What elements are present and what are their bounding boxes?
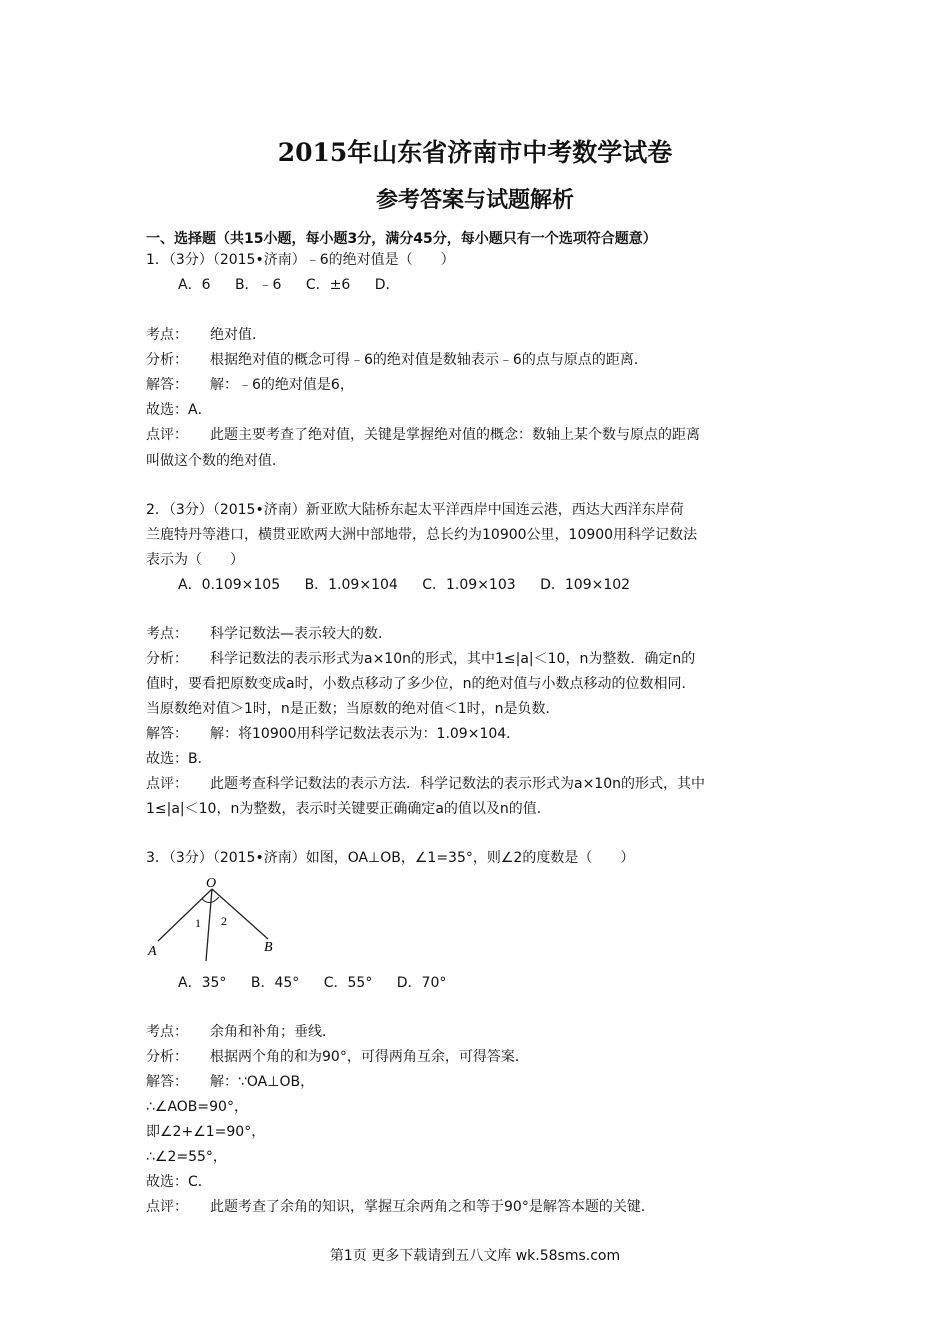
document-title: 2015年山东省济南市中考数学试卷 [277, 138, 673, 167]
q1-option-b: B．﹣6 [234, 277, 282, 293]
q2-fenxi [146, 649, 695, 669]
q2-jieda-text: 解：将10900用科学记数法表示为：1.09×104． [210, 726, 521, 742]
document-subtitle: 参考答案与试题解析 [375, 187, 574, 213]
q3-step1: ∴∠AOB=90°， [146, 1099, 248, 1115]
label-jieda: 解答： [146, 377, 188, 393]
q2-dianping-cont: 1≤|a|＜10，n为整数，表示时关键要正确确定a的值以及n的值． [146, 801, 551, 817]
q1-option-a: A．6 [178, 277, 211, 293]
q3-kaodian [146, 1022, 336, 1042]
q3-fenxi-text: 根据两个角的和为90°，可得两角互余，可得答案． [210, 1049, 529, 1065]
q3-fenxi [146, 1047, 529, 1067]
q1-jieda-text: 解：﹣6的绝对值是6， [210, 377, 354, 393]
label-a: A [148, 944, 157, 959]
q2-stem-line1: 2．（3分）（2015•济南）新亚欧大陆桥东起太平洋西岸中国连云港，西达大西洋东岸荷 [146, 502, 684, 518]
q2-guxuan-text: B． [188, 751, 212, 767]
label-jieda: 解答： [146, 1074, 188, 1090]
label-fenxi: 分析： [146, 651, 188, 667]
q3-step3: ∴∠2=55°， [146, 1149, 227, 1165]
label-dianping: 点评： [146, 776, 188, 792]
q2-kaodian-text: 科学记数法—表示较大的数． [210, 626, 392, 642]
q1-guxuan [146, 400, 212, 420]
q2-fenxi-cont2: 当原数绝对值＞1时，n是正数；当原数的绝对值＜1时，n是负数． [146, 701, 560, 717]
q3-jieda [146, 1072, 314, 1092]
q2-fenxi-text: 科学记数法的表示形式为a×10n的形式，其中1≤|a|＜10，n为整数．确定n的 [210, 651, 696, 667]
q3-option-a: A．35° [178, 975, 227, 991]
q3-dianping-text: 此题考查了余角的知识，掌握互余两角之和等于90°是解答本题的关键． [210, 1199, 655, 1215]
label-dianping: 点评： [146, 1199, 188, 1215]
q2-option-c: C．1.09×103 [422, 577, 516, 593]
label-jieda: 解答： [146, 726, 188, 742]
q1-kaodian-text: 绝对值． [210, 327, 266, 343]
q2-stem-line2: 兰鹿特丹等港口，横贯亚欧两大洲中部地带，总长约为10900公里，10900用科学记数法 [146, 527, 698, 543]
ray-oa [158, 889, 212, 941]
q2-jieda [146, 724, 520, 744]
q3-angle-figure [140, 875, 290, 965]
q2-option-d: D．109×102 [540, 577, 631, 593]
label-fenxi: 分析： [146, 1049, 188, 1065]
label-b: B [264, 940, 273, 955]
q2-kaodian [146, 624, 392, 644]
q1-dianping-text: 此题主要考查了绝对值，关键是掌握绝对值的概念：数轴上某个数与原点的距离 [210, 427, 700, 443]
q3-dianping [146, 1197, 655, 1217]
q3-guxuan [146, 1172, 212, 1192]
label-kaodian: 考点： [146, 1024, 188, 1040]
label-kaodian: 考点： [146, 327, 188, 343]
q1-dianping-cont: 叫做这个数的绝对值． [146, 453, 286, 469]
label-fenxi: 分析： [146, 352, 188, 368]
q2-option-b: B．1.09×104 [304, 577, 398, 593]
q3-guxuan-text: C． [188, 1174, 212, 1190]
q3-jieda-text: 解：∵OA⊥OB， [210, 1074, 315, 1090]
q1-options [178, 275, 420, 295]
q3-option-c: C．55° [323, 975, 373, 991]
q2-option-a: A．0.109×105 [178, 577, 281, 593]
q1-option-c: C．±6 [305, 277, 351, 293]
q3-kaodian-text: 余角和补角；垂线． [210, 1024, 336, 1040]
label-guxuan: 故选： [146, 1174, 188, 1190]
q3-option-b: B．45° [250, 975, 300, 991]
q2-dianping [146, 774, 705, 794]
q1-guxuan-text: A． [188, 402, 212, 418]
label-guxuan: 故选： [146, 751, 188, 767]
label-o: O [206, 876, 217, 891]
q3-stem: 3．（3分）（2015•济南）如图，OA⊥OB，∠1=35°，则∠2的度数是（ ） [146, 850, 635, 866]
q1-stem: 1．（3分）（2015•济南）﹣6的绝对值是（ ） [146, 252, 455, 268]
section-heading: 一、选择题（共15小题，每小题3分，满分45分，每小题只有一个选项符合题意） [146, 231, 657, 247]
q2-dianping-text: 此题考查科学记数法的表示方法．科学记数法的表示形式为a×10n的形式，其中 [210, 776, 705, 792]
ray-oc [206, 889, 212, 961]
label-angle2: 2 [221, 914, 227, 928]
q1-kaodian [146, 325, 266, 345]
label-kaodian: 考点： [146, 626, 188, 642]
q1-fenxi [146, 350, 648, 370]
q3-option-d: D．70° [396, 975, 447, 991]
q1-fenxi-text: 根据绝对值的概念可得﹣6的绝对值是数轴表示﹣6的点与原点的距离． [210, 352, 648, 368]
q3-step2: 即∠2+∠1=90°， [146, 1124, 266, 1140]
q2-fenxi-cont1: 值时，要看把原数变成a时，小数点移动了多少位，n的绝对值与小数点移动的位数相同． [146, 676, 696, 692]
q3-options [178, 973, 466, 993]
label-guxuan: 故选： [146, 402, 188, 418]
q2-options [178, 575, 650, 595]
q1-dianping [146, 425, 700, 445]
q1-option-d: D． [374, 277, 400, 293]
q1-jieda [146, 375, 354, 395]
label-angle1: 1 [195, 916, 201, 930]
label-dianping: 点评： [146, 427, 188, 443]
page-footer: 第1页 更多下载请到五八文库 wk.58sms.com [329, 1248, 621, 1264]
q2-stem-line3: 表示为（ ） [146, 552, 244, 568]
q2-guxuan [146, 749, 212, 769]
